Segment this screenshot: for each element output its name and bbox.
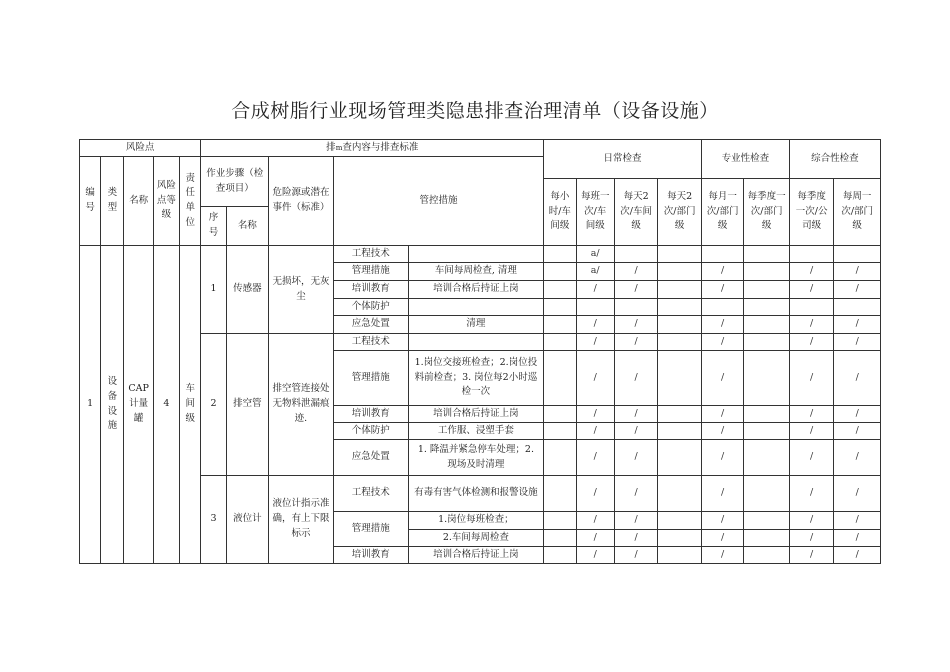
check-mark bbox=[658, 281, 701, 299]
header-freq-twice-daily-dept: 每天2次/部门级 bbox=[658, 179, 701, 246]
header-col-step-name: 名称 bbox=[226, 207, 268, 246]
check-mark bbox=[789, 299, 833, 316]
check-mark: / bbox=[789, 476, 833, 512]
check-mark: / bbox=[701, 406, 743, 423]
check-mark bbox=[744, 246, 790, 263]
check-mark: / bbox=[789, 316, 833, 334]
check-mark: / bbox=[834, 423, 881, 440]
check-mark bbox=[744, 334, 790, 351]
header-freq-monthly-dept: 每月一次/部门级 bbox=[701, 179, 743, 246]
check-mark: / bbox=[789, 530, 833, 547]
check-mark: / bbox=[834, 440, 881, 476]
check-mark bbox=[544, 440, 576, 476]
control-category: 培训教育 bbox=[333, 547, 408, 564]
control-category: 管理措施 bbox=[333, 512, 408, 547]
step-hazard: 排空管连接处无物料泄漏痕迹. bbox=[269, 334, 334, 476]
header-col-no: 编号 bbox=[80, 157, 101, 246]
equipment-risk-level: 4 bbox=[153, 246, 179, 564]
check-mark: / bbox=[614, 263, 657, 281]
check-mark bbox=[614, 299, 657, 316]
check-mark bbox=[658, 316, 701, 334]
check-mark bbox=[658, 246, 701, 263]
check-mark: / bbox=[614, 423, 657, 440]
check-mark bbox=[544, 281, 576, 299]
control-measure: 2.车间每周检查 bbox=[408, 530, 544, 547]
check-mark: / bbox=[701, 281, 743, 299]
header-col-seq: 序号 bbox=[201, 207, 226, 246]
check-mark bbox=[658, 334, 701, 351]
check-mark bbox=[658, 406, 701, 423]
header-comprehensive-check: 综合性检查 bbox=[789, 140, 880, 179]
header-col-type: 类型 bbox=[101, 157, 124, 246]
control-category: 工程技术 bbox=[333, 334, 408, 351]
check-mark bbox=[744, 406, 790, 423]
check-mark bbox=[744, 512, 790, 530]
header-col-name: 名称 bbox=[124, 157, 153, 246]
check-mark: / bbox=[789, 334, 833, 351]
check-mark: / bbox=[701, 476, 743, 512]
check-mark: / bbox=[614, 281, 657, 299]
header-col-control: 管控措施 bbox=[333, 157, 543, 246]
check-mark bbox=[544, 246, 576, 263]
check-mark: / bbox=[576, 351, 614, 406]
check-mark: / bbox=[789, 423, 833, 440]
header-freq-weekly-dept: 每周一次/部门级 bbox=[834, 179, 881, 246]
header-col-hazard: 危险源或潜在事件（标准） bbox=[269, 157, 334, 246]
header-freq-twice-daily-workshop: 每天2次/车间级 bbox=[614, 179, 657, 246]
control-measure: 有毒有害气体检测和报警设施 bbox=[408, 476, 544, 512]
check-mark bbox=[744, 351, 790, 406]
check-mark: / bbox=[789, 406, 833, 423]
control-measure: 1. 降温并紧急停车处理；2. 现场及时清理 bbox=[408, 440, 544, 476]
check-mark: / bbox=[789, 281, 833, 299]
check-mark: / bbox=[576, 530, 614, 547]
check-mark: / bbox=[834, 334, 881, 351]
check-mark bbox=[658, 299, 701, 316]
check-mark: / bbox=[701, 530, 743, 547]
header-professional-check: 专业性检查 bbox=[701, 140, 789, 179]
control-category: 应急处置 bbox=[333, 316, 408, 334]
equipment-name: CAP计量罐 bbox=[124, 246, 153, 564]
hazard-checklist-table bbox=[79, 139, 881, 564]
check-mark: / bbox=[701, 423, 743, 440]
check-mark: / bbox=[834, 530, 881, 547]
control-category: 工程技术 bbox=[333, 246, 408, 263]
check-mark: / bbox=[789, 263, 833, 281]
check-mark: / bbox=[576, 476, 614, 512]
control-measure bbox=[408, 299, 544, 316]
check-mark: / bbox=[834, 406, 881, 423]
check-mark bbox=[544, 351, 576, 406]
check-mark: a/ bbox=[576, 246, 614, 263]
control-measure: 培训合格后持证上岗 bbox=[408, 281, 544, 299]
check-mark: / bbox=[701, 316, 743, 334]
check-mark bbox=[744, 423, 790, 440]
header-freq-hourly: 每小时/车间级 bbox=[544, 179, 576, 246]
control-category: 培训教育 bbox=[333, 281, 408, 299]
check-mark bbox=[658, 512, 701, 530]
check-mark: / bbox=[614, 334, 657, 351]
control-measure: 1.岗位每班检查； bbox=[408, 512, 544, 530]
check-mark: / bbox=[576, 316, 614, 334]
header-col-work-step: 作业步骤（检查项目） bbox=[201, 157, 269, 207]
check-mark bbox=[834, 299, 881, 316]
check-mark: / bbox=[614, 476, 657, 512]
check-mark bbox=[744, 547, 790, 564]
check-mark: / bbox=[614, 351, 657, 406]
check-mark: / bbox=[701, 351, 743, 406]
check-mark: / bbox=[614, 316, 657, 334]
control-measure: 培训合格后持证上岗 bbox=[408, 547, 544, 564]
check-mark bbox=[544, 316, 576, 334]
check-mark bbox=[576, 299, 614, 316]
check-mark: / bbox=[614, 512, 657, 530]
check-mark bbox=[744, 281, 790, 299]
control-measure: 培训合格后持证上岗 bbox=[408, 406, 544, 423]
check-mark bbox=[544, 423, 576, 440]
check-mark: / bbox=[789, 547, 833, 564]
header-freq-quarterly-company: 每季度一次/公司级 bbox=[789, 179, 833, 246]
header-daily-check: 日常检查 bbox=[544, 140, 702, 179]
check-mark bbox=[544, 299, 576, 316]
page-title: 合成树脂行业现场管理类隐患排查治理清单（设备设施） bbox=[231, 100, 719, 122]
check-mark bbox=[544, 530, 576, 547]
check-mark: / bbox=[789, 440, 833, 476]
control-measure: 车间每周检查, 清理 bbox=[408, 263, 544, 281]
check-mark bbox=[658, 351, 701, 406]
header-content-standard: 排m查内容与排查标准 bbox=[201, 140, 544, 157]
check-mark bbox=[544, 547, 576, 564]
check-mark: / bbox=[614, 406, 657, 423]
check-mark bbox=[614, 246, 657, 263]
check-mark: / bbox=[614, 440, 657, 476]
check-mark: / bbox=[834, 316, 881, 334]
check-mark bbox=[834, 246, 881, 263]
control-measure: 工作服、浸塑手套 bbox=[408, 423, 544, 440]
check-mark: / bbox=[576, 512, 614, 530]
step-hazard: 液位计指示准确，有上下限标示 bbox=[269, 476, 334, 564]
check-mark: / bbox=[789, 351, 833, 406]
control-category: 管理措施 bbox=[333, 263, 408, 281]
check-mark: / bbox=[834, 351, 881, 406]
step-seq: 2 bbox=[201, 334, 226, 476]
check-mark bbox=[544, 263, 576, 281]
table-row bbox=[80, 246, 881, 263]
check-mark: / bbox=[701, 263, 743, 281]
check-mark: / bbox=[701, 440, 743, 476]
control-measure bbox=[408, 246, 544, 263]
check-mark: / bbox=[834, 547, 881, 564]
check-mark bbox=[658, 423, 701, 440]
check-mark bbox=[744, 530, 790, 547]
check-mark bbox=[544, 512, 576, 530]
check-mark bbox=[701, 299, 743, 316]
header-freq-quarterly-dept: 每季度一次/部门级 bbox=[744, 179, 790, 246]
control-measure bbox=[408, 334, 544, 351]
check-mark: / bbox=[834, 263, 881, 281]
control-category: 个体防护 bbox=[333, 423, 408, 440]
check-mark bbox=[744, 316, 790, 334]
check-mark: / bbox=[576, 423, 614, 440]
check-mark bbox=[789, 246, 833, 263]
header-risk-point: 风险点 bbox=[80, 140, 201, 157]
control-category: 管理措施 bbox=[333, 351, 408, 406]
check-mark: / bbox=[576, 547, 614, 564]
check-mark bbox=[658, 440, 701, 476]
header-freq-per-shift: 每班一次/车间级 bbox=[576, 179, 614, 246]
header-col-risk-level: 风险点等级 bbox=[153, 157, 179, 246]
check-mark bbox=[744, 440, 790, 476]
step-seq: 1 bbox=[201, 246, 226, 334]
step-name: 排空管 bbox=[226, 334, 268, 476]
check-mark bbox=[658, 476, 701, 512]
check-mark bbox=[658, 547, 701, 564]
check-mark bbox=[544, 406, 576, 423]
check-mark: a/ bbox=[576, 263, 614, 281]
control-category: 工程技术 bbox=[333, 476, 408, 512]
step-name: 液位计 bbox=[226, 476, 268, 564]
check-mark bbox=[701, 246, 743, 263]
check-mark bbox=[744, 263, 790, 281]
check-mark: / bbox=[701, 512, 743, 530]
check-mark: / bbox=[701, 547, 743, 564]
check-mark: / bbox=[576, 440, 614, 476]
check-mark: / bbox=[701, 334, 743, 351]
control-category: 培训教育 bbox=[333, 406, 408, 423]
check-mark bbox=[544, 334, 576, 351]
control-category: 应急处置 bbox=[333, 440, 408, 476]
control-measure: 清理 bbox=[408, 316, 544, 334]
step-seq: 3 bbox=[201, 476, 226, 564]
equipment-type: 设备设施 bbox=[101, 246, 124, 564]
step-hazard: 无损坏，无灰尘 bbox=[269, 246, 334, 334]
check-mark bbox=[544, 476, 576, 512]
step-name: 传感器 bbox=[226, 246, 268, 334]
check-mark: / bbox=[789, 512, 833, 530]
control-category: 个体防护 bbox=[333, 299, 408, 316]
check-mark: / bbox=[614, 530, 657, 547]
equipment-resp-unit: 车间级 bbox=[180, 246, 201, 564]
check-mark: / bbox=[576, 281, 614, 299]
control-measure: 1.岗位交接班检查；2.岗位投料前检查；3. 岗位每2小时巡检一次 bbox=[408, 351, 544, 406]
check-mark: / bbox=[576, 406, 614, 423]
check-mark: / bbox=[834, 281, 881, 299]
check-mark bbox=[658, 263, 701, 281]
check-mark bbox=[658, 530, 701, 547]
check-mark: / bbox=[576, 334, 614, 351]
check-mark bbox=[744, 476, 790, 512]
header-col-resp-unit: 责任单位 bbox=[180, 157, 201, 246]
check-mark: / bbox=[614, 547, 657, 564]
check-mark: / bbox=[834, 512, 881, 530]
check-mark: / bbox=[834, 476, 881, 512]
check-mark bbox=[744, 299, 790, 316]
equipment-no: 1 bbox=[80, 246, 101, 564]
